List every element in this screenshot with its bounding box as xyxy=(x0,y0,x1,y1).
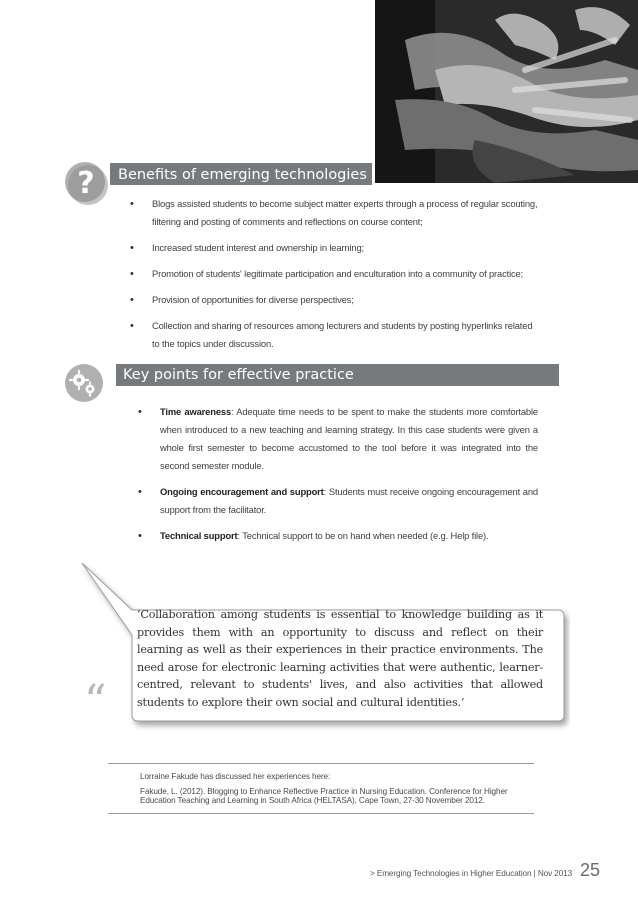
key-points-list xyxy=(138,403,538,553)
svg-text:?: ? xyxy=(77,166,95,201)
quote-text: ‘Collaboration among students is essential to knowledge building as it provides them with an opportunity to discuss and reflect on their learning as well as their experiences in their practice environments. The need arose for electronic learning activities that were authentic, learner-centred, relevant to students' lives, and also activities that allowed students to explore their own social and cultural identities.’ xyxy=(137,608,543,709)
quote-mark-icon: “ xyxy=(84,676,107,727)
reference-citation-line2: Education Teaching and Learning in South Africa (HELTASA), Cape Town, 27-30 November 2012. xyxy=(140,796,485,805)
item-term: Time awareness xyxy=(160,406,232,417)
reference-intro: Lorraine Fakude has discussed her experiences here: xyxy=(140,772,331,781)
item-text: : Technical support to be on hand when needed (e.g. Help file). xyxy=(237,530,489,541)
hands-photo xyxy=(375,0,638,183)
gears-icon xyxy=(63,362,105,404)
item-term: Technical support xyxy=(160,530,238,541)
list-item xyxy=(138,403,538,475)
benefits-list xyxy=(130,195,540,361)
item-text: : Adequate time needs to be spent to make the students more comfortable when introduced to a new teaching and learning strategy. In this case students were given a whole first semester to become accustomed to the tool before it was integrated into the second semester module. xyxy=(160,406,538,471)
item-term: Ongoing encouragement and support xyxy=(160,486,324,497)
list-item xyxy=(138,527,538,545)
footer-text: > Emerging Technologies in Higher Education | Nov 2013 xyxy=(370,869,573,878)
list-item xyxy=(138,483,538,519)
section-heading-key-points: Key points for effective practice xyxy=(116,364,559,386)
section-heading-benefits: Benefits of emerging technologies xyxy=(110,163,372,185)
page-number: 25 xyxy=(580,860,601,880)
list-item: • Promotion of students' legitimate participation and enculturation into a community of practice; xyxy=(130,265,540,283)
reference-citation-line1: Fakude, L. (2012). Blogging to Enhance Reflective Practice in Nursing Education. Conference for Higher xyxy=(140,787,508,796)
list-item: • Provision of opportunities for diverse perspectives; xyxy=(130,291,540,309)
question-mark-icon xyxy=(63,160,109,206)
list-item: • Blogs assisted students to become subject matter experts through a process of regular scouting, filtering and posting of comments and reflections on course content; xyxy=(130,195,540,231)
divider xyxy=(108,763,534,764)
list-item: • Collection and sharing of resources among lecturers and students by posting hyperlinks related to the topics under discussion. xyxy=(130,317,540,353)
divider xyxy=(108,813,534,814)
list-item: • Increased student interest and ownership in learning; xyxy=(130,239,540,257)
item-text: : Students must receive ongoing encouragement and support from the facilitator. xyxy=(160,486,538,515)
